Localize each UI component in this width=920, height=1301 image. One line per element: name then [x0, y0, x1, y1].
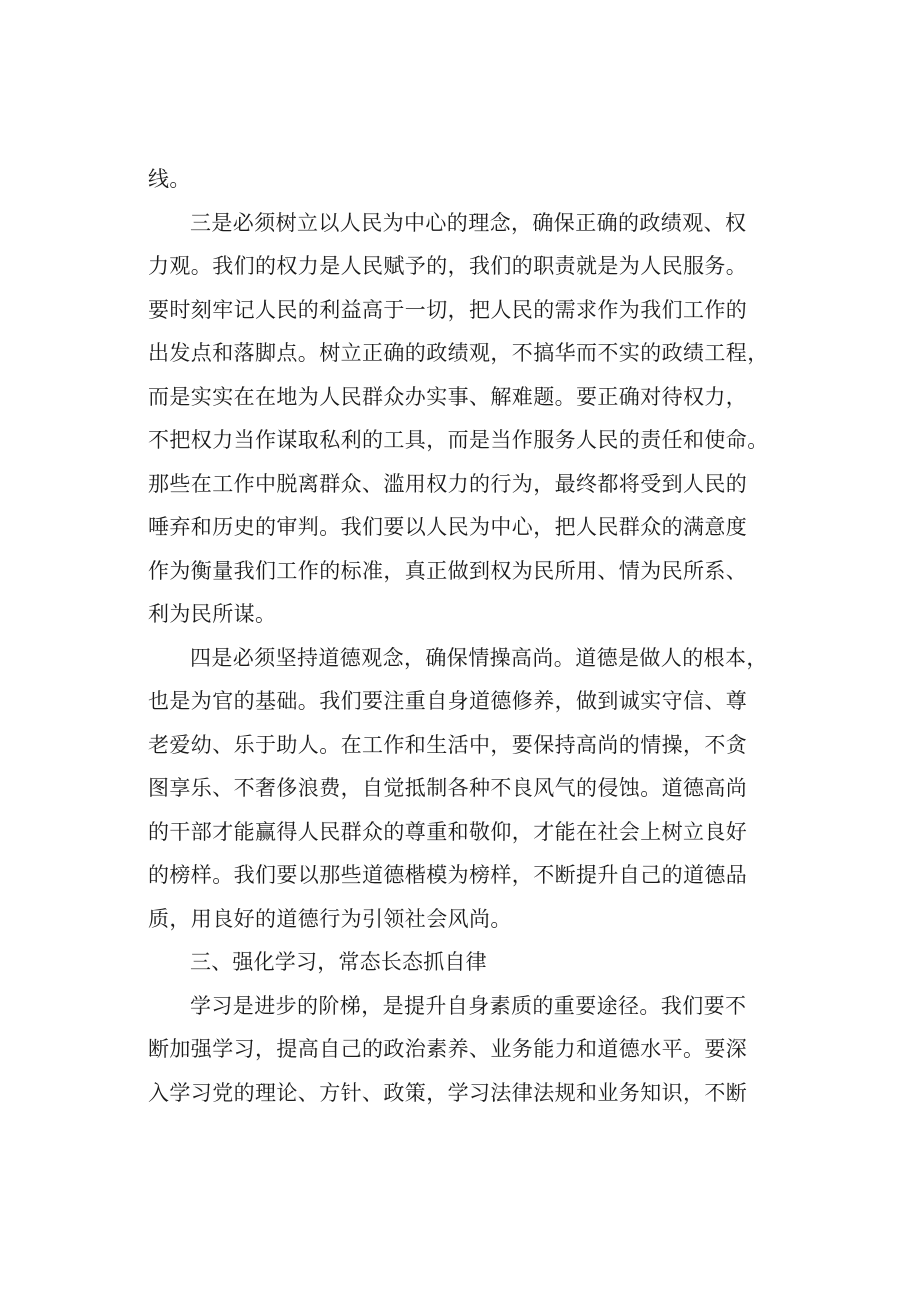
text-line: 学习是进步的阶梯，是提升自身素质的重要途径。我们要不 [190, 993, 747, 1018]
text-line: 利为民所谋。 [148, 602, 277, 626]
text-line: 出发点和落脚点。树立正确的政绩观，不搞华而不实的政绩工程， [148, 341, 769, 365]
text-line: 质，用良好的道德行为引领社会风尚。 [148, 906, 512, 931]
text-line: 的榜样。我们要以那些道德楷模为榜样，不断提升自己的道德品 [148, 863, 748, 887]
paragraph-continuation [148, 158, 798, 202]
text-line: 那些在工作中脱离群众、滥用权力的行为，最终都将受到人民的 [148, 471, 748, 496]
document-body [148, 158, 798, 1115]
text-line: 断加强学习，提高自己的政治素养、业务能力和道德水平。要深 [148, 1037, 748, 1061]
text-line: 要时刻牢记人民的利益高于一切，把人民的需求作为我们工作的 [148, 297, 748, 322]
paragraph-people-centered [148, 202, 798, 637]
paragraph-moral-values [148, 637, 798, 942]
text-line: 老爱幼、乐于助人。在工作和生活中，要保持高尚的情操，不贪 [148, 732, 748, 757]
paragraph-learning [148, 985, 798, 1116]
text-line: 也是为官的基础。我们要注重自身道德修养，做到诚实守信、尊 [148, 689, 748, 713]
text-line: 线。 [148, 167, 191, 191]
text-line: 力观。我们的权力是人民赋予的，我们的职责就是为人民服务。 [148, 254, 748, 278]
section-heading-text: 三、强化学习，常态长态抓自律 [190, 950, 487, 974]
text-line: 的干部才能赢得人民群众的尊重和敬仰，才能在社会上树立良好 [148, 819, 748, 844]
section-heading [148, 941, 798, 985]
text-line: 入学习党的理论、方针、政策，学习法律法规和业务知识，不断 [148, 1080, 748, 1105]
text-line: 三是必须树立以人民为中心的理念，确保正确的政绩观、权 [190, 210, 747, 235]
text-line: 作为衡量我们工作的标准，真正做到权为民所用、情为民所系、 [148, 558, 748, 583]
text-line: 不把权力当作谋取私利的工具，而是当作服务人民的责任和使命。 [148, 428, 769, 452]
text-line: 而是实实在在地为人民群众办实事、解难题。要正确对待权力， [148, 384, 748, 409]
text-line: 图享乐、不奢侈浪费，自觉抵制各种不良风气的侵蚀。道德高尚 [148, 776, 748, 800]
text-line: 唾弃和历史的审判。我们要以人民为中心，把人民群众的满意度 [148, 515, 748, 539]
text-line: 四是必须坚持道德观念，确保情操高尚。道德是做人的根本， [190, 645, 768, 670]
